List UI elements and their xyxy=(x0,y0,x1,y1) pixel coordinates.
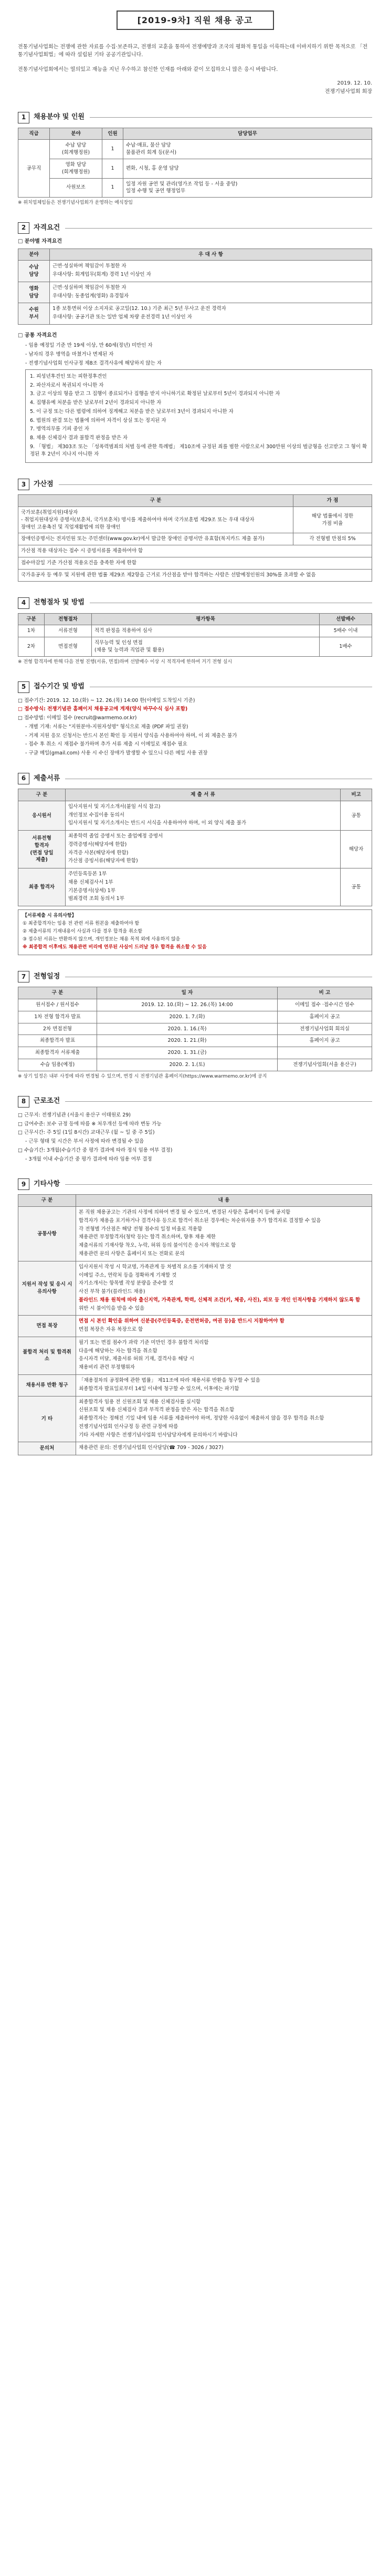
table-cell: 공무직 xyxy=(18,140,50,198)
table-cell: 편화, 시청, 홍 운영 담당 xyxy=(123,159,372,178)
list-item: 2. 파산자로서 복권되지 아니한 자 xyxy=(30,382,104,388)
cell-line: 이메일 주소, 연락처 등을 정확하게 기재할 것 xyxy=(79,1272,177,1278)
cell-line: 최종합격자는 정해진 기일 내에 임용 서류를 제출하여야 하며, 정당한 사유없이 제출하지 않을 경우 합격을 취소함 xyxy=(79,1415,324,1422)
list-item: □ 근무지: 전쟁기념관 (서울시 용산구 이태원로 29) xyxy=(18,1112,131,1118)
signoff-date: 2019. 12. 10. xyxy=(337,80,372,86)
table-cell: 1 xyxy=(102,140,123,159)
note-line: ① 최종합격자는 임용 전 관련 서류 원본을 제출하여야 함 xyxy=(23,921,140,927)
section-header-schedule xyxy=(18,971,372,982)
list-item: □ 수습기간: 3개월(수습기간 중 평가 결과에 따라 정식 임용 여부 결정) xyxy=(18,1147,173,1153)
table-cell: 1 xyxy=(102,178,123,198)
section-title: 자격요건 xyxy=(34,223,60,232)
cell-line: 필기 또는 면접 점수가 과락 기준 미만인 경우 불합격 처리함 xyxy=(79,1339,209,1346)
section-title: 가산점 xyxy=(34,480,54,488)
cell-line: 각 전형별 가산점은 해당 전형 점수의 일정 비율로 적용함 xyxy=(79,1226,203,1232)
section-header-conditions xyxy=(18,1096,372,1108)
section-header-process xyxy=(18,597,372,609)
table-row xyxy=(18,303,372,325)
table-cell: 서류전형 합격자 (면접 당일 제출) xyxy=(18,831,66,868)
table-cell: 최종합격자 서류제출 xyxy=(18,1047,97,1059)
cell-line: 「채용절차의 공정화에 관한 법률」 제11조에 따라 채용서류 반환을 청구할 수 있음 xyxy=(79,1377,260,1383)
cell-line: 우대사항: 회계업무(회계) 경력 1년 이상인 자 xyxy=(52,272,151,278)
list-item: □ 급여수준: 보수 규정 등에 따름 ※ 처우개선 등에 따라 변동 가능 xyxy=(18,1121,162,1127)
table-cell: 서류전형 xyxy=(45,625,92,637)
table-cell xyxy=(76,1374,372,1396)
table-row xyxy=(18,1442,372,1455)
table-cell: 해당 법률에서 정한 가점 비율 xyxy=(293,507,372,533)
cell-line: 채용관련 부정합격자(청탁 등)는 합격 취소하며, 향후 채용 제한 xyxy=(79,1234,216,1240)
table-header: 분야 xyxy=(18,249,50,261)
table-header: 인원 xyxy=(102,128,123,140)
section-number: 7 xyxy=(18,971,29,982)
table-cell xyxy=(278,1047,372,1059)
table-cell: 2차 xyxy=(18,637,45,657)
list-item: 3. 금고 이상의 형을 받고 그 집행이 종료되거나 집행을 받지 아니하기로 확정된 날로부터 5년이 경과되지 아니한 자 xyxy=(30,391,280,397)
table-cell: 장애인증명서는 전자민원 또는 주민센터(www.gov.kr)에서 발급한 장애인 증명서만 유효함(복지카드 제출 불가) xyxy=(18,533,293,545)
table-header: 직급 xyxy=(18,128,50,140)
table-cell: 2019. 12. 10.(화) ~ 12. 26.(목) 14:00 xyxy=(97,999,278,1011)
table-cell: 수납·매표, 물산 담당 물품관리 회계 등(문서) xyxy=(123,140,372,159)
table-row xyxy=(18,569,372,581)
table-row xyxy=(18,159,372,178)
signoff xyxy=(18,79,372,96)
list-item: □ 접수방법: 이메일 접수 (recruit@warmemo.or.kr) xyxy=(18,715,137,721)
table-row xyxy=(18,1316,372,1337)
note-line: ② 제출서류의 기재내용이 사실과 다를 경우 합격을 취소함 xyxy=(23,929,143,935)
section-number: 8 xyxy=(18,1096,29,1108)
table-cell: 가산점 적용 대상자는 접수 시 증빙서류를 제출하여야 함 xyxy=(18,545,372,557)
table-cell: 이메일 접수 ·접수시간 엄수 xyxy=(278,999,372,1011)
list-item: - 전쟁기념사업회 인사규정 제8조 결격사유에 해당하지 않는 자 xyxy=(25,360,162,366)
list-item: 8. 채용 신체검사 결과 불합격 판정을 받은 자 xyxy=(30,435,128,441)
section-header-qualification xyxy=(18,222,372,234)
cell-line: 면접 복장은 자유 복장으로 함 xyxy=(79,1327,143,1333)
table-row xyxy=(18,1035,372,1047)
table-cell: 직무능력 및 인성 면접 (채용 및 능력과 직업관 및 활용) xyxy=(92,637,320,657)
table-header: 내 용 xyxy=(76,1195,372,1207)
table-row xyxy=(18,1011,372,1023)
table-row xyxy=(18,1047,372,1059)
table-cell xyxy=(76,1316,372,1337)
table-header: 전형절차 xyxy=(45,613,92,625)
cell-line: 다음에 해당하는 자는 합격을 취소함 xyxy=(79,1348,157,1354)
table-cell: 1 xyxy=(102,159,123,178)
table-note: ※ 전형 합격자에 한해 다음 전형 진행(서류, 면접)하며 선발배수 이상 시 적격자에 한하여 거기 전형 실시 xyxy=(18,659,233,665)
table-cell: 홈페이지 공고 xyxy=(278,1035,372,1047)
subsection-title: □ 공통 자격요건 xyxy=(18,332,57,338)
note-line: ③ 접수된 서류는 반환하지 않으며, 개인정보는 채용 목적 외에 사용하지 않음 xyxy=(23,937,181,943)
table-cell: 공통 xyxy=(341,868,372,906)
qualification-table xyxy=(18,249,372,325)
table-cell: 2020. 2. 1.(토) xyxy=(97,1059,278,1071)
table-cell xyxy=(66,868,341,906)
cell-line: 합격자가 채용을 포기하거나 결격사유 등으로 합격이 취소된 경우에는 차순위자를 추가 합격자로 결정할 수 있음 xyxy=(79,1217,321,1224)
table-row xyxy=(18,637,372,657)
cell-line: 최종학력 졸업 증명서 또는 졸업예정 증명서 xyxy=(68,833,163,840)
subsection-title: □ 분야별 자격요건 xyxy=(18,239,62,245)
table-cell: 불합격 처리 및 합격취소 xyxy=(18,1337,76,1374)
cell-line: 가산점 증빙서류(해당자에 한함) xyxy=(68,858,138,864)
page-title: [2019-9차] 직원 채용 공고 xyxy=(117,11,274,30)
section-number: 1 xyxy=(18,112,29,123)
table-row xyxy=(18,1059,372,1071)
table-row xyxy=(18,507,372,533)
table-header: 구 분 xyxy=(18,1195,76,1207)
list-item: 4. 집행유예 처분을 받은 날로부터 2년이 경과되지 아니한 자 xyxy=(30,400,162,406)
list-item: 5. 이 규정 또는 다른 법령에 의하여 징계해고 처분을 받은 날로부터 3년이 경과되지 아니한 자 xyxy=(30,408,234,415)
table-row xyxy=(18,1374,372,1396)
table-cell: 1차 전형 합격자 발표 xyxy=(18,1011,97,1023)
cell-line: 응시자격 미달, 제출서류 허위 기재, 결격사유 해당 시 xyxy=(79,1356,194,1362)
work-conditions xyxy=(18,1112,372,1163)
cell-line: 채용비리 관련 부정행위자 xyxy=(79,1364,135,1371)
table-header: 우 대 사 항 xyxy=(50,249,372,261)
table-cell: 문의처 xyxy=(18,1442,76,1455)
table-cell: 2020. 1. 7.(화) xyxy=(97,1011,278,1023)
table-row xyxy=(18,1261,372,1316)
table-row xyxy=(18,1023,372,1035)
section-header-bonus xyxy=(18,479,372,490)
list-item: □ 근무시간: 주 5일 (1일 8시간) 교대근무 (월 ~ 일 중 주 5일) xyxy=(18,1130,155,1136)
list-item: 1. 피성년후견인 또는 피한정후견인 xyxy=(30,373,107,379)
table-cell: 2020. 1. 31.(금) xyxy=(97,1047,278,1059)
table-header: 구 분 xyxy=(18,495,293,507)
table-header: 구분 xyxy=(18,613,45,625)
cell-line: 범죄경력 조회 동의서 1부 xyxy=(68,896,124,902)
table-cell: 국가유공자 등 예우 및 지원에 관한 법률 제29조 제2항을 근거로 가산점을 받아 합격하는 사람은 선발예정인원의 30%를 초과할 수 없음 xyxy=(18,569,372,581)
cell-line: 근면·성실하며 책임감이 투철한 자 xyxy=(52,284,127,291)
table-cell xyxy=(76,1207,372,1261)
table-cell: 전쟁기념사업회 회의실 xyxy=(278,1023,372,1035)
section-number: 5 xyxy=(18,681,29,693)
table-cell: 수원 부서 xyxy=(18,303,50,325)
section-number: 6 xyxy=(18,773,29,784)
schedule-table xyxy=(18,987,372,1071)
intro-text xyxy=(18,44,372,74)
table-cell: 영화 담당 xyxy=(18,282,50,303)
cell-line: 최종합격자 발표일로부터 14일 이내에 청구할 수 있으며, 이후에는 파기함 xyxy=(79,1385,239,1392)
cell-line: 자격증 사본(해당자에 한함) xyxy=(68,850,129,856)
section-header-application xyxy=(18,681,372,693)
application-details xyxy=(18,697,372,757)
process-table xyxy=(18,613,372,657)
table-row xyxy=(18,545,372,557)
table-note: ※ 상기 일정은 내부 사정에 따라 변경될 수 있으며, 변경 시 전쟁기념관 홈페이지(https://www.warmemo.or.kr)에 공지 xyxy=(18,1073,267,1079)
table-row xyxy=(18,557,372,570)
list-item: - 구글 메일(gmail.com) 사용 시 수신 장애가 발생할 수 있으니 다른 메일 사용 권장 xyxy=(25,750,208,757)
table-cell: 영화 담당 (회계행정원) xyxy=(50,159,102,178)
table-cell: 1배수 xyxy=(320,637,372,657)
table-cell xyxy=(66,831,341,868)
list-item: 7. 병역의무를 기피 중인 자 xyxy=(30,426,89,432)
table-header: 선발배수 xyxy=(320,613,372,625)
table-cell: 수납 담당 xyxy=(18,261,50,282)
table-cell: 최종 합격자 xyxy=(18,868,66,906)
table-row xyxy=(18,868,372,906)
documents-table xyxy=(18,789,372,906)
table-row xyxy=(18,1337,372,1374)
table-header: 구 분 xyxy=(18,987,97,999)
section-title: 제출서류 xyxy=(34,774,60,782)
table-row xyxy=(18,625,372,637)
table-header: 일 자 xyxy=(97,987,278,999)
table-header: 분야 xyxy=(50,128,102,140)
table-cell: 공통 xyxy=(341,801,372,830)
table-row xyxy=(18,533,372,545)
section-title: 전형일정 xyxy=(34,973,60,980)
table-cell: 5배수 이내 xyxy=(320,625,372,637)
section-number: 3 xyxy=(18,479,29,490)
table-cell xyxy=(50,303,372,325)
cell-line: 신원조회 및 채용 신체검사 결과 부적격 판정을 받은 자는 합격을 취소함 xyxy=(79,1407,235,1413)
cell-line: 입사지원서 및 자기소개서(붙임 서식 참고) xyxy=(68,803,161,810)
table-row xyxy=(18,831,372,868)
documents-note-box xyxy=(18,909,372,955)
table-cell: 접수마감일 기준 가산점 적용요건을 충족한 자에 한함 xyxy=(18,557,372,570)
table-cell: 공통사항 xyxy=(18,1207,76,1261)
cell-line: 기본증명서(상세) 1부 xyxy=(68,887,115,894)
table-row xyxy=(18,261,372,282)
common-qualifications xyxy=(18,342,372,367)
table-cell xyxy=(76,1442,372,1455)
intro-paragraph: 전통기념사업회는 전쟁에 관한 자료를 수집·보존하고, 전쟁의 교훈을 통하여 전쟁예방과 조국의 평화적 통일을 이룩하는데 이바지하기 위한 목적으로 「전통기념사업회법」에 따라 설립된 기타 공공기관입니다. xyxy=(18,44,368,58)
signoff-org: 전쟁기념사업회 회장 xyxy=(324,88,372,95)
list-item: - 개별 기재: 서류는 "지원분야-지원자성명" 형식으로 제출 (PDF 파일 권장) xyxy=(25,723,188,730)
table-cell: 전쟁기념사업회(서울 용산구) xyxy=(278,1059,372,1071)
bonus-table xyxy=(18,494,372,581)
list-item: - 남자의 경우 병역을 마쳤거나 면제된 자 xyxy=(25,351,114,358)
cell-line: 주민등록등본 1부 xyxy=(68,871,107,877)
table-cell: 응시원서 xyxy=(18,801,66,830)
section-header-recruit xyxy=(18,112,372,123)
cell-line: 채용 신체검사서 1부 xyxy=(68,879,113,885)
cell-line: 위반 시 불이익을 받을 수 있음 xyxy=(79,1305,145,1311)
table-cell xyxy=(50,282,372,303)
section-header-misc xyxy=(18,1178,372,1190)
table-header: 비고 xyxy=(341,789,372,801)
table-cell xyxy=(76,1337,372,1374)
table-cell: 최종합격자 발표 xyxy=(18,1035,97,1047)
section-number: 2 xyxy=(18,222,29,234)
cell-line: 우대사항: 동종업계(영화) 유경험자 xyxy=(52,293,129,299)
cell-line: 기타 자세한 사항은 전쟁기념사업회 인사담당자에게 문의하시기 바랍니다 xyxy=(79,1432,238,1438)
cell-line: 최종합격자 임용 전 신원조회 및 채용 신체검사를 실시함 xyxy=(79,1399,201,1405)
table-cell: 2차 면접전형 xyxy=(18,1023,97,1035)
section-title: 채용분야 및 인원 xyxy=(34,113,85,121)
table-row xyxy=(18,1207,372,1261)
section-header-documents xyxy=(18,773,372,784)
table-cell: 적격 판정을 적용하여 심사 xyxy=(92,625,320,637)
table-note: ※ 위치업체임들은 전쟁기념사업회가 운영하는 예식장임 xyxy=(18,200,133,206)
table-header: 평가항목 xyxy=(92,613,320,625)
cell-line: 1종 보통면허 이상 소지자로 공고일(12. 10.) 기준 최근 5년 무사고 운전 경력자 xyxy=(52,306,226,312)
cell-line: 근면·성실하며 책임감이 투철한 자 xyxy=(52,263,127,270)
table-cell xyxy=(66,801,341,830)
cell-line: 사진 부착 불가(블라인드 채용) xyxy=(79,1289,145,1295)
table-cell: 홈페이지 공고 xyxy=(278,1011,372,1023)
cell-line: 자기소개서는 항목별 작성 분량을 준수할 것 xyxy=(79,1280,174,1287)
table-cell xyxy=(76,1261,372,1316)
table-header: 담당업무 xyxy=(123,128,372,140)
table-cell xyxy=(76,1396,372,1442)
table-cell: 수습 임용(예정) xyxy=(18,1059,97,1071)
note-line: 【서류제출 시 유의사항】 xyxy=(23,913,77,919)
cell-line: 경력증명서(해당자에 한함) xyxy=(68,841,127,847)
list-item: - 거제 지원 응모 신청서는 반드시 본인 확인 등 지원서 양식을 사용하여야 하며, 이 외 제출은 불가 xyxy=(25,732,237,739)
table-cell: 수납 담당 (회계행정원) xyxy=(50,140,102,159)
table-cell: 각 전형별 만점의 5% xyxy=(293,533,372,545)
cell-line: 제출서류의 기재사항 착오, 누락, 허위 등의 불이익은 응시자 책임으로 함 xyxy=(79,1243,236,1249)
note-line: ※ 최종합격 이후에도 채용관련 비리에 연루된 사실이 드러날 경우 합격을 취소할 수 있음 xyxy=(23,945,207,950)
section-title: 전형절차 및 방법 xyxy=(34,598,85,607)
table-row xyxy=(18,282,372,303)
list-item: - 접수 후 취소 시 재접수 불가하며 추가 서류 제출 시 이메일로 재접수 필요 xyxy=(25,741,187,748)
table-cell: 원서접수 / 원서접수 xyxy=(18,999,97,1011)
table-header: 구 분 xyxy=(18,789,66,801)
cell-line: 본 직원 채용공고는 기관의 사정에 의하여 변경 될 수 있으며, 변경된 사항은 홈페이지 등에 공지함 xyxy=(79,1209,291,1216)
list-item: - 임용 예정일 기준 만 19세 이상, 만 60세(정년) 미만인 자 xyxy=(25,343,153,349)
table-cell: 해당자 xyxy=(341,831,372,868)
cell-line: 전쟁기념사업회 인사규정 등 관련 규정에 따름 xyxy=(79,1423,178,1430)
table-row xyxy=(18,999,372,1011)
table-cell: 기 타 xyxy=(18,1396,76,1442)
table-header: 비 고 xyxy=(278,987,372,999)
table-cell: 국가보훈(취업지원)대상자 - 취업지원대상자 증명서(보훈처, 국가보훈처) 명시를 제출하여야 하며 국가보훈법 제29조 또는 우대 대상자 장애인 고용촉진 및 직업재활법에 의한 장애인 xyxy=(18,507,293,533)
cell-line: 입사지원서 및 자기소개서는 반드시 서식을 사용하여야 하며, 이 외 양식 제출 불가 xyxy=(68,820,247,826)
table-cell: 면접 복장 xyxy=(18,1316,76,1337)
table-cell: 면접전형 xyxy=(45,637,92,657)
cell-line: 입사지원서 작성 시 학교명, 가족관계 등 차별적 요소를 기재하지 말 것 xyxy=(79,1264,231,1270)
section-number: 4 xyxy=(18,597,29,609)
table-cell: 일정 자원 공연 및 관리(영가조 작업 등 - 서울 중앙) 일정 수행 및 공연 행정업무 xyxy=(123,178,372,198)
list-item: 6. 법원의 판결 또는 법률에 의하여 자격이 상실 또는 정지된 자 xyxy=(30,417,166,423)
list-item: - 3개월 이내 수습기간 중 평가 결과에 따라 임용 여부 결정 xyxy=(25,1156,152,1162)
recruit-table xyxy=(18,128,372,198)
cell-line: 우대사항: 공공기관 또는 일반 업체 차량 운전경력 1년 이상인 자 xyxy=(52,314,192,320)
intro-paragraph: 전통기념사업회에서는 열의있고 재능을 지닌 우수하고 참신한 인재를 아래와 같이 모집하오니 많은 응시 바랍니다. xyxy=(18,67,278,73)
disqualification-box xyxy=(25,369,372,463)
list-item: □ 접수기간: 2019. 12. 10.(화) ~ 12. 26.(목) 14:00 한(이메일 도착일시 기준) xyxy=(18,697,195,704)
table-cell: 1차 xyxy=(18,625,45,637)
table-cell: 2020. 1. 21.(화) xyxy=(97,1035,278,1047)
cell-line: 채용관련 문의 사항은 홈페이지 또는 전화로 문의 xyxy=(79,1251,185,1257)
list-item: 9. 「형법」 제303조 또는 「성폭력범죄의 처벌 등에 관한 특례법」 제10조에 규정된 죄를 범한 사람으로서 300만원 이상의 벌금형을 선고받고 그 형이 확정된 후 2년이 지나지 아니한 자 xyxy=(30,443,367,457)
list-item: □ 접수방식: 전쟁기념관 홈페이지 채용공고에 게재(양식 바꾸수식 심사 포함) xyxy=(18,706,188,712)
table-cell xyxy=(50,261,372,282)
section-title: 근로조건 xyxy=(34,1097,60,1105)
table-header: 가 점 xyxy=(293,495,372,507)
table-cell: 채용서류 반환 청구 xyxy=(18,1374,76,1396)
table-row xyxy=(18,140,372,159)
table-header: 제 출 서 류 xyxy=(66,789,341,801)
table-row xyxy=(18,1396,372,1442)
table-row xyxy=(18,801,372,830)
cell-line: 면접 시 본인 확인을 위하여 신분증(주민등록증, 운전면허증, 여권 등)을 반드시 지참하여야 함 xyxy=(79,1318,284,1325)
misc-table xyxy=(18,1194,372,1455)
table-cell: 지원서 작성 및 응시 시 유의사항 xyxy=(18,1261,76,1316)
section-title: 기타사항 xyxy=(34,1180,60,1188)
section-title: 접수기간 및 방법 xyxy=(34,682,85,691)
cell-line: 개인정보 수집이용 동의서 xyxy=(68,812,124,818)
cell-line: 블라인드 채용 원칙에 따라 출신지역, 가족관계, 학력, 신체적 조건(키, 체중, 사진), 외모 등 개인 인적사항을 기재하지 않도록 함 xyxy=(79,1297,361,1303)
section-number: 9 xyxy=(18,1178,29,1190)
list-item: - 근무 형태 및 시간은 부서 사정에 따라 변경될 수 있음 xyxy=(25,1139,144,1145)
table-row xyxy=(18,178,372,198)
cell-line: 채용관련 문의: 전쟁기념사업회 인사담당(☎ 709 - 3026 / 3027) xyxy=(79,1445,224,1451)
table-cell: 사원보조 xyxy=(50,178,102,198)
table-cell: 2020. 1. 16.(목) xyxy=(97,1023,278,1035)
